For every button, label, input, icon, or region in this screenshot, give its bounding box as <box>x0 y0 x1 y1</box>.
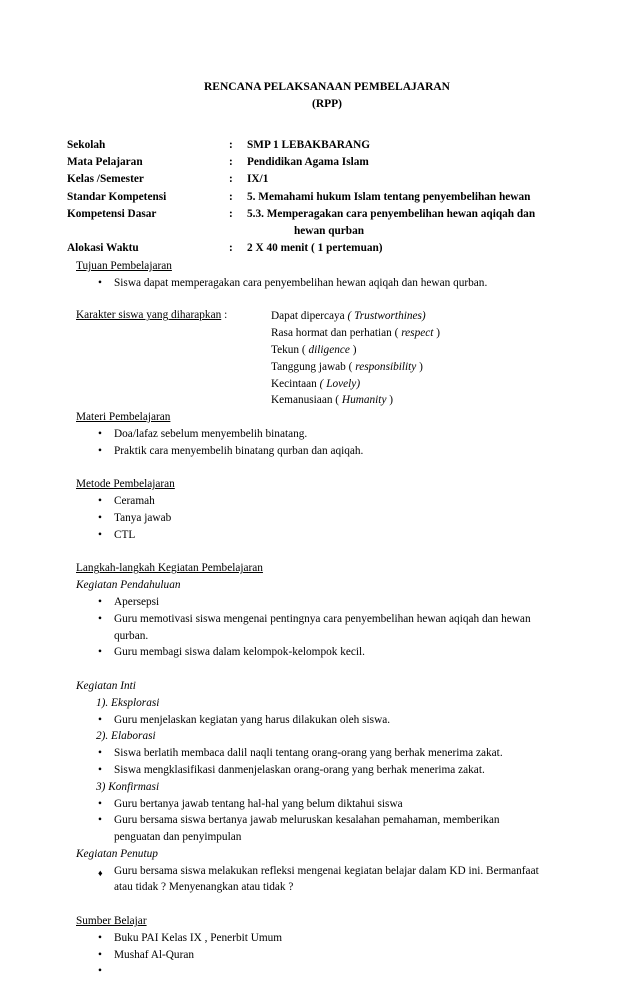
info-key: Kompetensi Dasar <box>67 207 157 220</box>
title-line-2: (RPP) <box>311 98 342 110</box>
list-item: • Guru membagi siswa dalam kelompok-kelompok kecil. <box>76 644 576 661</box>
step-title: 3) Konfirmasi <box>96 780 160 793</box>
info-key: Standar Kompetensi <box>67 190 167 203</box>
info-row-sekolah <box>67 137 587 154</box>
info-row-mapel <box>67 154 587 171</box>
subsection-title: Kegiatan Pendahuluan <box>76 579 181 592</box>
list-item: • Guru memotivasi siswa mengenai pentingnya cara penyembelihan hewan aqiqah dan hewan qurban. <box>76 611 576 645</box>
info-row-kelas <box>67 171 587 188</box>
info-value: 2 X 40 menit ( 1 pertemuan) <box>247 242 383 255</box>
karakter-item: Tekun ( diligence ) <box>271 343 357 356</box>
subsection-title: Kegiatan Penutup <box>76 847 158 860</box>
info-key: Alokasi Waktu <box>67 242 139 255</box>
karakter-list <box>271 308 576 409</box>
info-value: SMP 1 LEBAKBARANG <box>247 139 371 151</box>
info-row-kd <box>67 206 587 240</box>
info-colon: : <box>229 139 233 151</box>
list-item-empty <box>76 963 576 980</box>
info-row-alokasi <box>67 240 587 257</box>
section-tujuan <box>76 258 576 292</box>
subsection-title: Kegiatan Inti <box>76 679 136 692</box>
list-item: • Apersepsi <box>76 594 576 611</box>
section-title: Sumber Belajar <box>76 915 147 928</box>
identity-table <box>67 137 587 257</box>
karakter-colon: : <box>224 309 228 322</box>
step-title: 1). Eksplorasi <box>96 696 160 709</box>
info-value: 5. Memahami hukum Islam tentang penyembelihan hewan <box>247 190 531 203</box>
info-key: Kelas /Semester <box>67 173 144 186</box>
karakter-item: Kemanusiaan ( Humanity ) <box>271 394 394 407</box>
section-title: Langkah-langkah Kegiatan Pembelajaran <box>76 562 263 575</box>
info-row-sk <box>67 189 587 206</box>
document-title <box>0 79 638 113</box>
info-colon: : <box>229 156 233 169</box>
list-item: • Mushaf Al-Quran <box>76 947 576 964</box>
info-key: Sekolah <box>67 139 106 151</box>
karakter-item: Tanggung jawab ( responsibility ) <box>271 360 423 373</box>
list-item: • Doa/lafaz sebelum menyembelih binatang. <box>76 426 576 443</box>
list-item: • Tanya jawab <box>76 510 576 527</box>
list-item: • Ceramah <box>76 493 576 510</box>
list-item: • Praktik cara menyembelih binatang qurban dan aqiqah. <box>76 443 576 460</box>
info-colon: : <box>229 242 233 255</box>
list-item: • Guru bersama siswa bertanya jawab meluruskan kesalahan pemahaman, memberikan penguatan dan penyimpulan <box>76 812 576 846</box>
step-title: 2). Elaborasi <box>96 730 156 743</box>
title-line-1: RENCANA PELAKSANAAN PEMBELAJARAN <box>204 81 450 93</box>
document-body <box>76 258 576 980</box>
list-item: ♦ Guru bersama siswa melakukan refleksi mengenai kegiatan belajar dalam KD ini. Bermanfaat atau tidak ? Menyenangkan atau tidak ? <box>76 863 576 897</box>
section-langkah <box>76 560 576 896</box>
info-key: Mata Pelajaran <box>67 156 143 169</box>
info-value-line2: hewan qurban <box>294 225 365 238</box>
list-item: • Siswa berlatih membaca dalil naqli tentang orang-orang yang berhak menerima zakat. <box>76 745 576 762</box>
info-colon: : <box>229 173 233 186</box>
info-colon: : <box>229 207 233 220</box>
list-item: • CTL <box>76 527 576 544</box>
section-title: Tujuan Pembelajaran <box>76 260 172 272</box>
list-item: • Siswa dapat memperagakan cara penyembelihan hewan aqiqah dan hewan qurban. <box>76 275 576 292</box>
list-item: • Guru bertanya jawab tentang hal-hal yang belum diktahui siswa <box>76 796 576 813</box>
info-value-line1: 5.3. Memperagakan cara penyembelihan hewan aqiqah dan <box>247 207 536 220</box>
section-metode <box>76 476 576 543</box>
section-sumber <box>76 913 576 980</box>
info-value <box>247 206 587 240</box>
section-title: Karakter siswa yang diharapkan <box>76 309 222 322</box>
list-item: • Guru menjelaskan kegiatan yang harus dilakukan oleh siswa. <box>76 712 576 729</box>
info-value: IX/1 <box>247 173 269 186</box>
info-value: Pendidikan Agama Islam <box>247 156 369 169</box>
section-title: Materi Pembelajaran <box>76 411 171 424</box>
section-materi <box>76 409 576 459</box>
section-title: Metode Pembelajaran <box>76 478 175 491</box>
info-colon: : <box>229 190 233 203</box>
list-item: • Siswa mengklasifikasi danmenjelaskan orang-orang yang berhak menerima zakat. <box>76 762 576 779</box>
karakter-item: Kecintaan ( Lovely) <box>271 377 361 390</box>
karakter-item: Dapat dipercaya ( Trustworthines) <box>271 310 426 323</box>
list-item: • Buku PAI Kelas IX , Penerbit Umum <box>76 930 576 947</box>
karakter-item: Rasa hormat dan perhatian ( respect ) <box>271 327 440 340</box>
section-karakter <box>76 308 576 409</box>
